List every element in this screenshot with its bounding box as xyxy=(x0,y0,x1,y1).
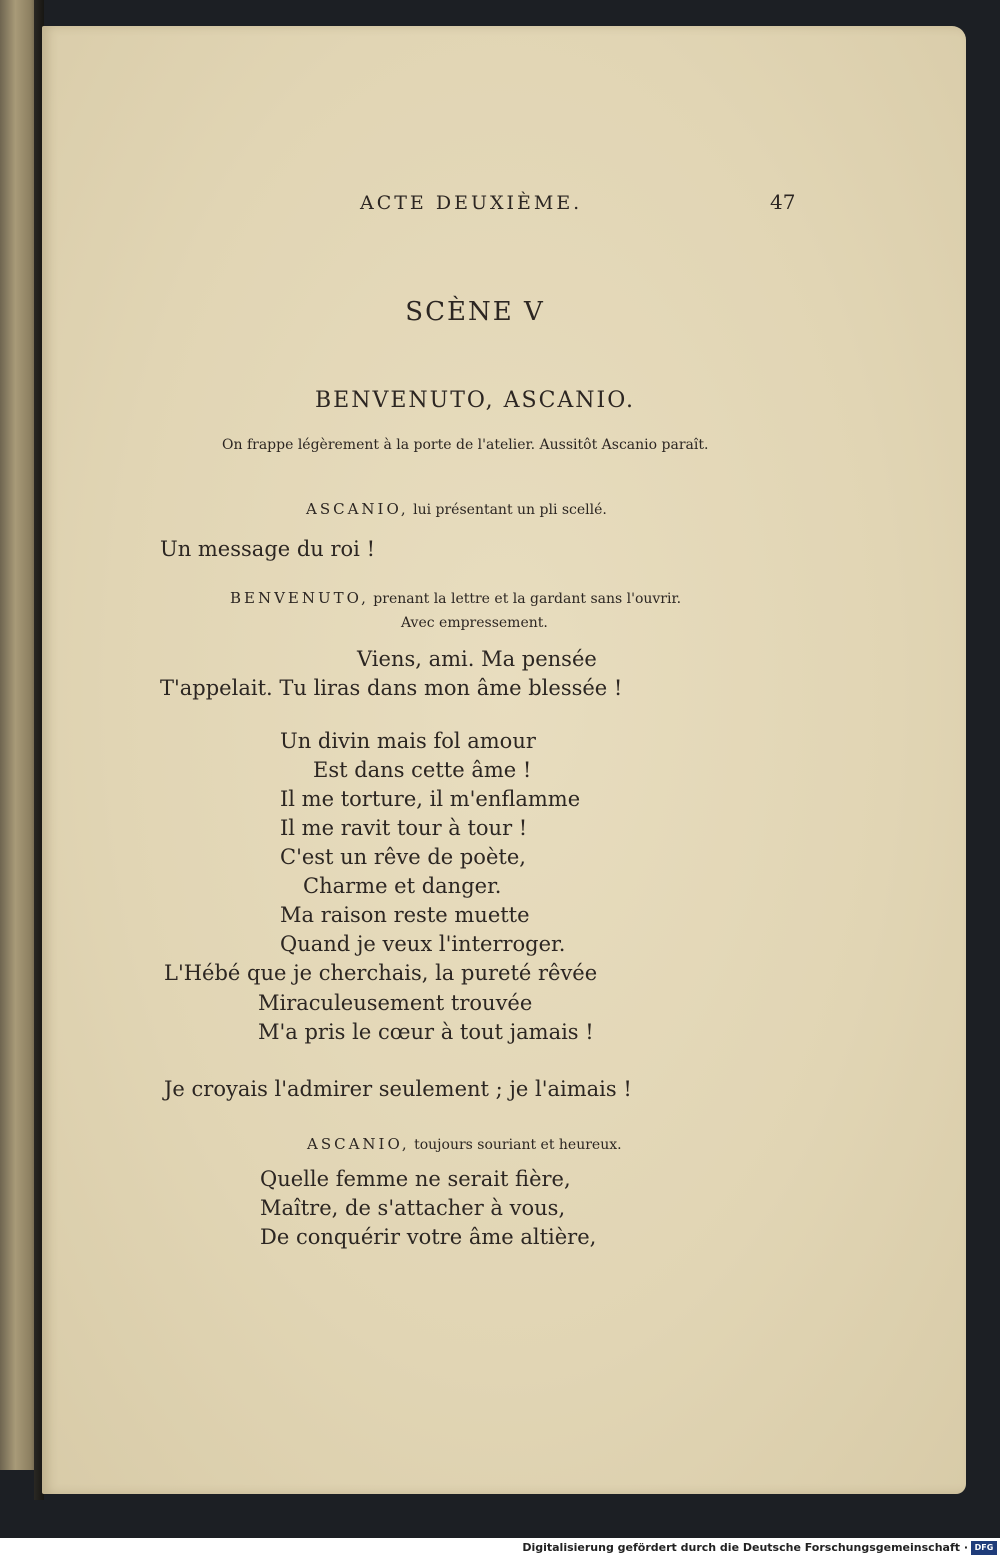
verse-line: Quelle femme ne serait fière, xyxy=(260,1167,571,1191)
speaker-name: ASCANIO, xyxy=(306,500,409,518)
verse-line: L'Hébé que je cherchais, la pureté rêvée xyxy=(164,961,598,985)
verse-line: Je croyais l'admirer seulement ; je l'aimais ! xyxy=(164,1077,632,1101)
verse-line: Maître, de s'attacher à vous, xyxy=(260,1196,566,1220)
verse-line: Un message du roi ! xyxy=(160,537,376,561)
speaker-direction: prenant la lettre et la gardant sans l'ouvrir. xyxy=(373,591,682,607)
funding-credit: Digitalisierung gefördert durch die Deutsche Forschungsgemeinschaft · xyxy=(522,1541,968,1554)
verse-line: Est dans cette âme ! xyxy=(313,758,532,782)
speaker-name: ASCANIO, xyxy=(307,1135,410,1153)
verse-line: Quand je veux l'interroger. xyxy=(280,932,566,956)
verse-line: Charme et danger. xyxy=(303,874,502,898)
verse-line: Un divin mais fol amour xyxy=(280,729,536,753)
dfg-logo: DFG xyxy=(971,1541,997,1555)
verse-line: Il me ravit tour à tour ! xyxy=(280,816,528,840)
scene-title: SCÈNE V xyxy=(405,297,545,327)
verse-line: Il me torture, il m'enflamme xyxy=(280,787,581,811)
speaker-line xyxy=(230,591,681,606)
scene-characters: BENVENUTO, ASCANIO. xyxy=(315,388,635,413)
verse-line: De conquérir votre âme altière, xyxy=(260,1225,597,1249)
stage-direction: On frappe légèrement à la porte de l'atelier. Aussitôt Ascanio paraît. xyxy=(222,437,709,453)
speaker-name: BENVENUTO, xyxy=(230,589,369,607)
verse-line: Viens, ami. Ma pensée xyxy=(357,647,597,671)
verse-line: Ma raison reste muette xyxy=(280,903,530,927)
speaker-line xyxy=(306,502,607,517)
verse-line: M'a pris le cœur à tout jamais ! xyxy=(258,1020,594,1044)
speaker-direction: toujours souriant et heureux. xyxy=(414,1137,622,1153)
running-title: ACTE DEUXIÈME. xyxy=(360,192,583,214)
speaker-direction: lui présentant un pli scellé. xyxy=(413,502,607,518)
speaker-line xyxy=(307,1137,622,1152)
speaker-direction-secondary: Avec empressement. xyxy=(401,615,548,631)
digitization-footer xyxy=(0,1538,1000,1559)
verse-line: Miraculeusement trouvée xyxy=(258,991,533,1015)
verse-line: T'appelait. Tu liras dans mon âme blessée ! xyxy=(160,676,623,700)
verse-line: C'est un rêve de poète, xyxy=(280,845,526,869)
page-number: 47 xyxy=(770,190,796,214)
